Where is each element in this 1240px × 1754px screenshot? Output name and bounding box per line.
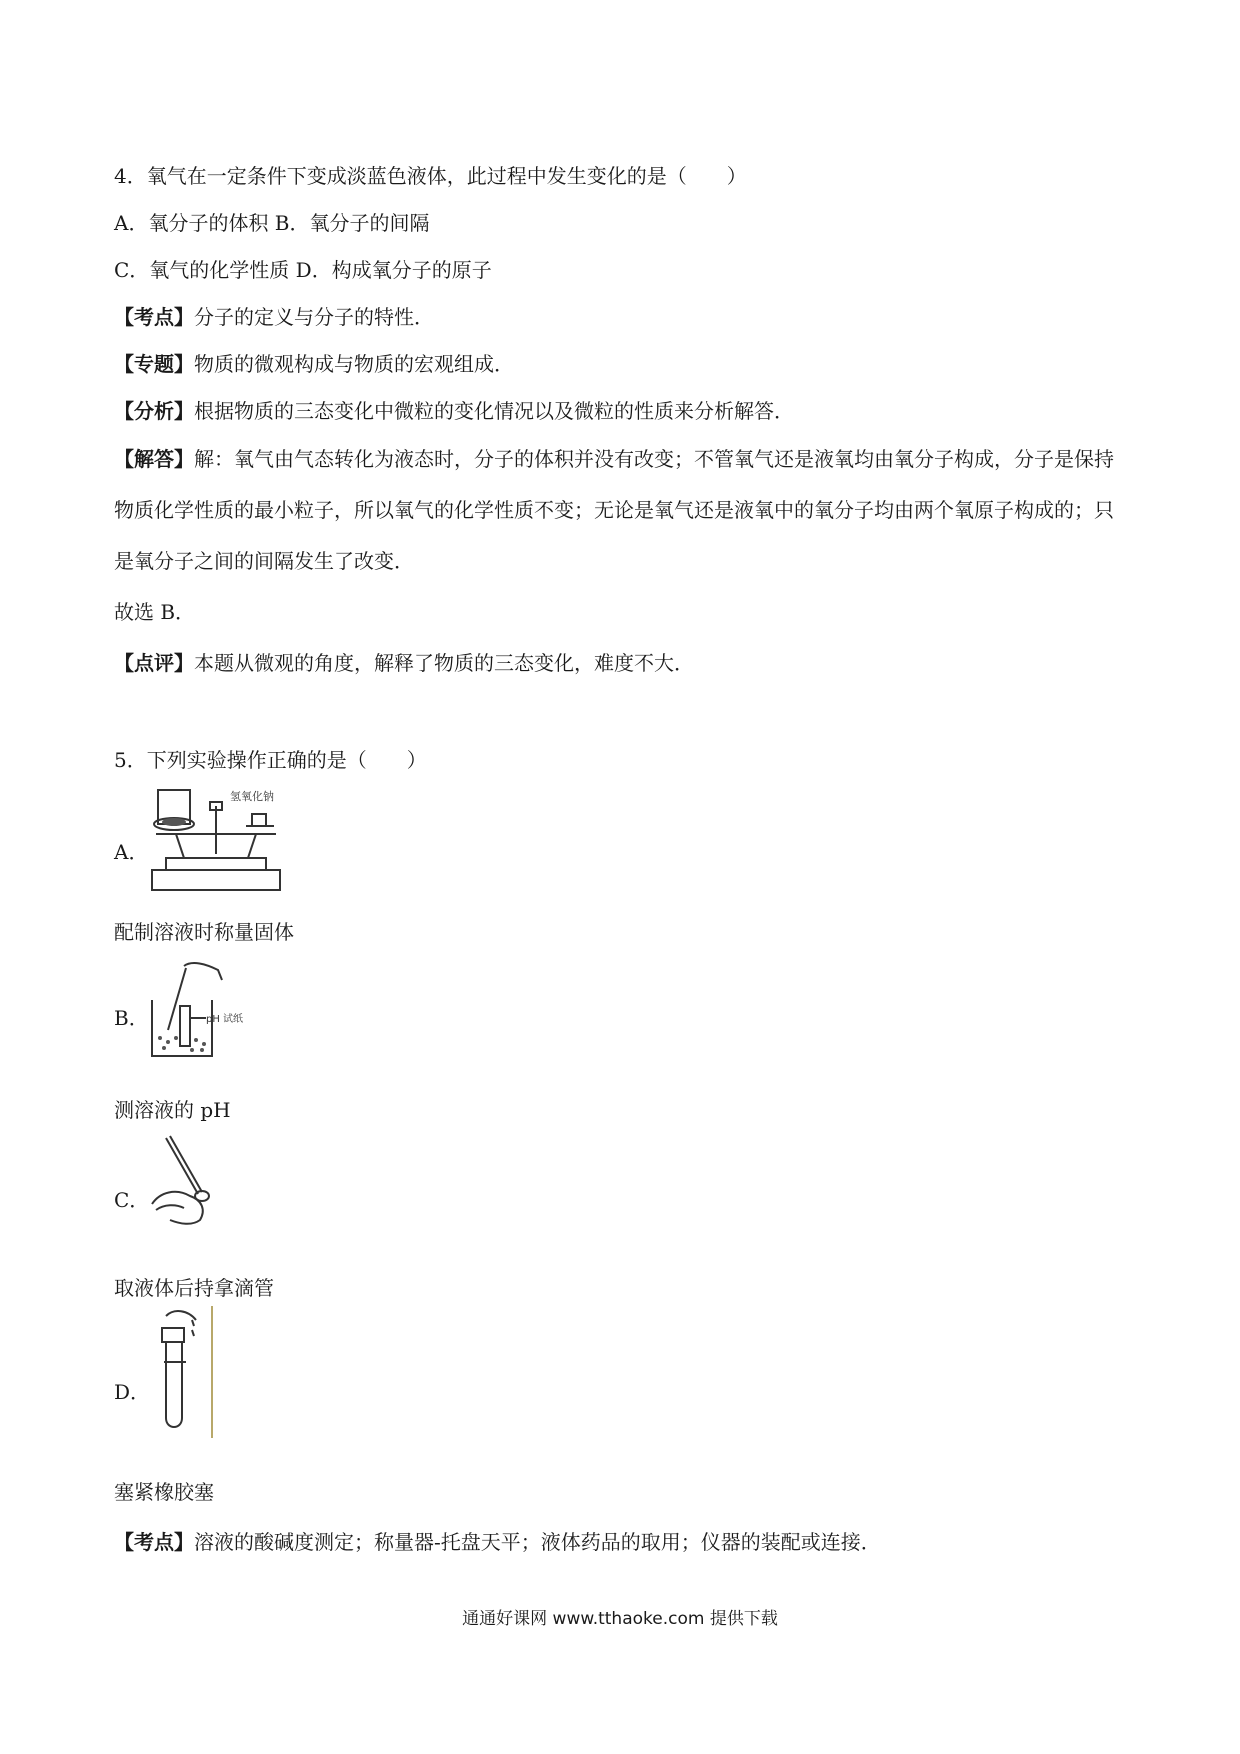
q4-options-line2: C．氧气的化学性质 D．构成氧分子的原子 <box>114 258 492 282</box>
q5-kaodian-tag: 【考点】 <box>114 1530 194 1554</box>
page-footer: 通通好课网 www.tthaoke.com 提供下载 <box>462 1609 778 1629</box>
kaodian-tag: 【考点】 <box>114 305 194 329</box>
dropper-hand-icon <box>146 1134 216 1226</box>
option-b-caption: 测溶液的 pH <box>114 1098 231 1122</box>
balance-scale-icon <box>146 786 286 898</box>
option-c-caption: 取液体后持拿滴管 <box>114 1276 274 1300</box>
zhuanti-tag: 【专题】 <box>114 352 194 376</box>
fenxi-tag: 【分析】 <box>114 399 194 423</box>
q5-kaodian <box>114 1530 881 1554</box>
jieda-text: 解：氧气由气态转化为液态时，分子的体积并没有改变；不管氧气还是液氧均由氧分子构成，分子是保持物质化学性质的最小粒子，所以氧气的化学性质不变；无论是氧气还是液氧中的氧分子均由两个氧原子构成的；只是氧分子之间的间隔发生了改变． <box>114 447 1114 573</box>
q4-options-line1: A．氧分子的体积 B．氧分子的间隔 <box>114 211 430 235</box>
fenxi-text: 根据物质的三态变化中微粒的变化情况以及微粒的性质来分析解答． <box>194 399 794 423</box>
jieda-tag: 【解答】 <box>114 447 194 471</box>
q4-zhuanti <box>114 352 514 376</box>
q4-stem: 4．氧气在一定条件下变成淡蓝色液体，此过程中发生变化的是（ ） <box>114 164 747 188</box>
q4-answer: 故选 B． <box>114 600 196 624</box>
q5-kaodian-text: 溶液的酸碱度测定；称量器-托盘天平；液体药品的取用；仪器的装配或连接． <box>194 1530 881 1554</box>
kaodian-text: 分子的定义与分子的特性． <box>194 305 434 329</box>
test-tube-stopper-icon <box>146 1306 226 1438</box>
ph-test-icon <box>146 960 256 1060</box>
q4-jieda <box>114 434 1124 587</box>
q5-stem: 5．下列实验操作正确的是（ ） <box>114 748 427 772</box>
option-c-letter: C． <box>114 1188 150 1212</box>
q4-dianping <box>114 651 694 675</box>
balance-label: 氢氧化钠 <box>230 790 274 803</box>
option-a-caption: 配制溶液时称量固体 <box>114 920 294 944</box>
q4-kaodian <box>114 305 434 329</box>
option-b-letter: B． <box>114 1006 149 1030</box>
option-d-letter: D． <box>114 1380 151 1404</box>
ph-paper-label: pH 试纸 <box>206 1014 244 1025</box>
dianping-text: 本题从微观的角度，解释了物质的三态变化，难度不大． <box>194 651 694 675</box>
zhuanti-text: 物质的微观构成与物质的宏观组成． <box>194 352 514 376</box>
dianping-tag: 【点评】 <box>114 651 194 675</box>
q4-fenxi <box>114 399 794 423</box>
option-a-letter: A． <box>114 840 149 864</box>
option-d-caption: 塞紧橡胶塞 <box>114 1480 214 1504</box>
